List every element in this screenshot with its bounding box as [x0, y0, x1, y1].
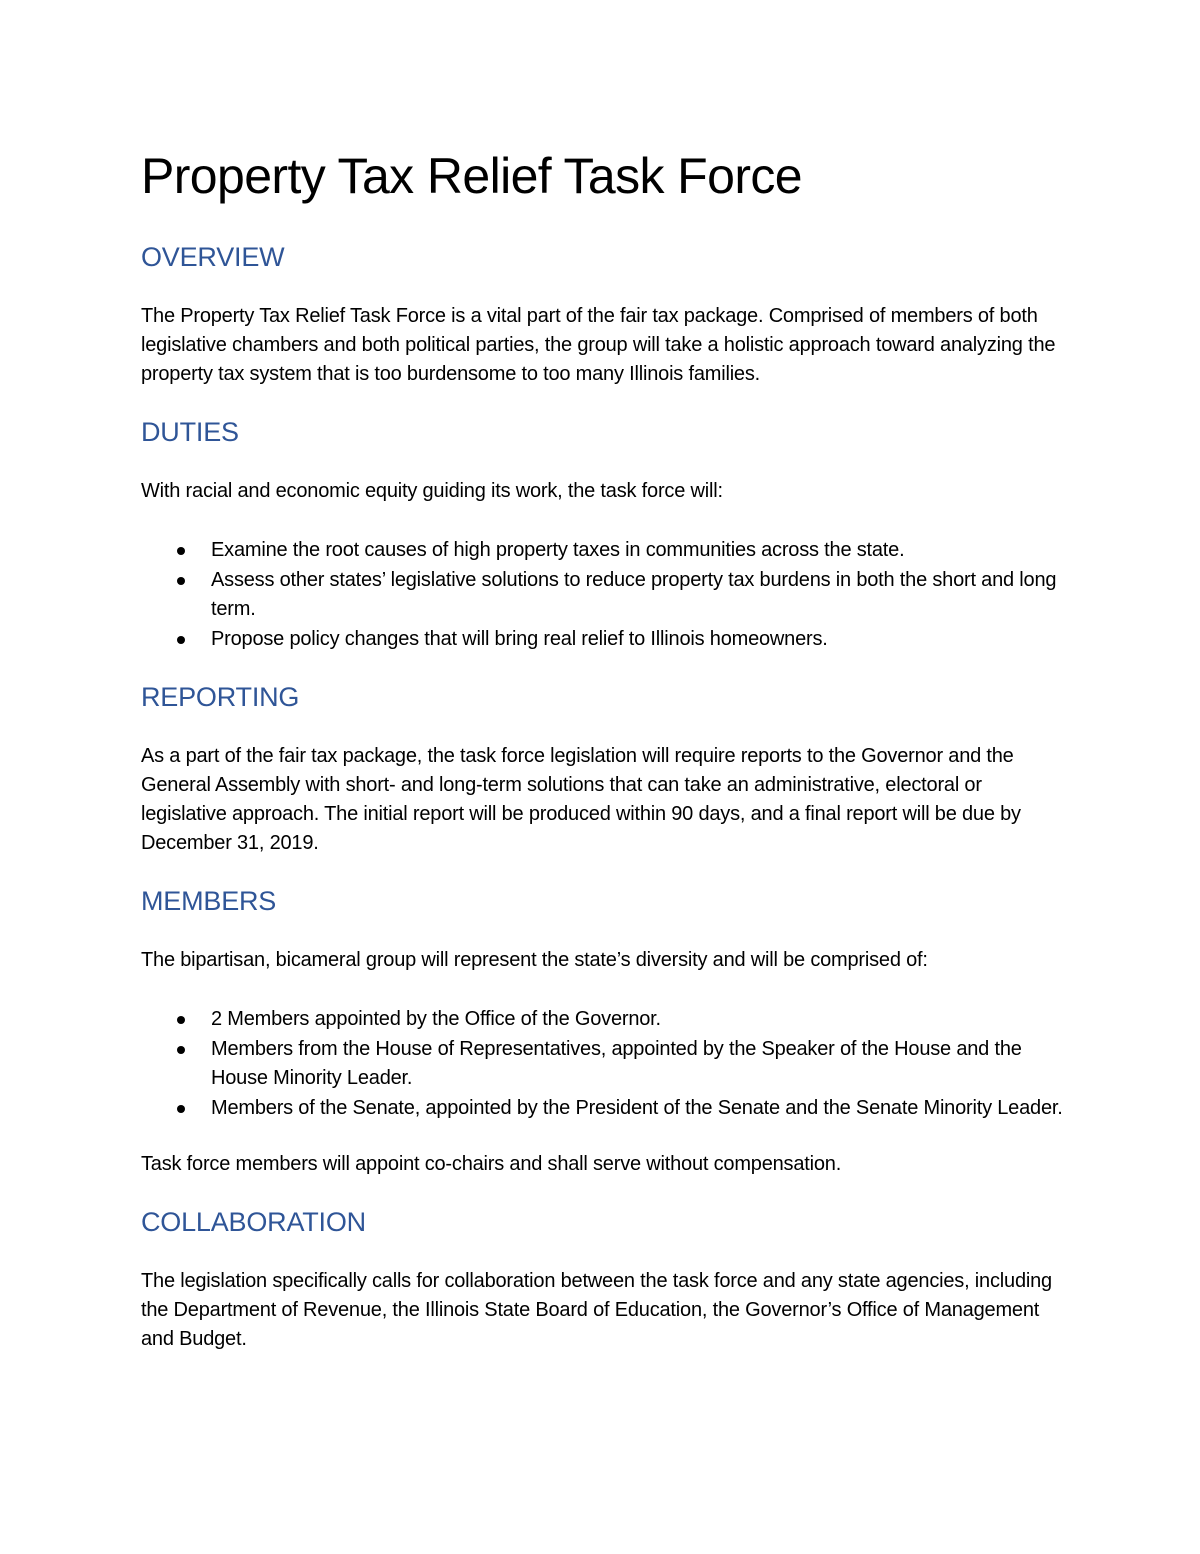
list-item-text: Assess other states’ legislative solutions to reduce property tax burdens in both the short and long term.: [211, 568, 1057, 620]
section-heading-collaboration: COLLABORATION: [141, 1207, 366, 1237]
overview-paragraph: The Property Tax Relief Task Force is a vital part of the fair tax package. Comprised of members of both legislative chambers and both political parties, the group will take a holistic approach toward analyzing the property tax system that is too burdensome to too many Illinois families.: [141, 305, 1056, 385]
bullet-icon: [177, 1016, 185, 1024]
section-collaboration: [141, 1204, 1071, 1354]
list-item-text: Examine the root causes of high property taxes in communities across the state.: [211, 539, 905, 561]
section-heading-members: MEMBERS: [141, 886, 277, 916]
list-item: [211, 625, 1071, 655]
members-intro: The bipartisan, bicameral group will represent the state’s diversity and will be comprised of:: [141, 949, 928, 971]
list-item: [211, 566, 1071, 625]
section-heading-reporting: REPORTING: [141, 682, 300, 712]
document-title: Property Tax Relief Task Force: [141, 148, 802, 204]
section-heading-overview: OVERVIEW: [141, 242, 285, 272]
bullet-icon: [177, 1046, 185, 1054]
reporting-paragraph: As a part of the fair tax package, the task force legislation will require reports to the Governor and the General Assembly with short- and long-term solutions that can take an administrative, electoral or legislative approach. The initial report will be produced within 90 days, and a final report will be due by December 31, 2019.: [141, 745, 1021, 854]
document-page: [141, 138, 1071, 1354]
section-reporting: [141, 679, 1071, 858]
section-heading-duties: DUTIES: [141, 417, 239, 447]
bullet-icon: [177, 636, 185, 644]
list-item-text: Members from the House of Representatives, appointed by the Speaker of the House and the House Minority Leader.: [211, 1037, 1022, 1089]
bullet-icon: [177, 577, 185, 585]
section-members: [141, 883, 1071, 1179]
list-item: [211, 1094, 1071, 1124]
duties-intro: With racial and economic equity guiding its work, the task force will:: [141, 480, 723, 502]
list-item-text: Members of the Senate, appointed by the President of the Senate and the Senate Minority Leader.: [211, 1096, 1063, 1119]
list-item-text: 2 Members appointed by the Office of the Governor.: [211, 1008, 661, 1030]
collaboration-paragraph: The legislation specifically calls for collaboration between the task force and any state agencies, including the Department of Revenue, the Illinois State Board of Education, the Governor’s Office of Management and Budget.: [141, 1270, 1052, 1350]
bullet-icon: [177, 547, 185, 555]
bullet-icon: [177, 1105, 185, 1113]
list-item-text: Propose policy changes that will bring real relief to Illinois homeowners.: [211, 627, 828, 650]
members-closing: Task force members will appoint co-chairs and shall serve without compensation.: [141, 1153, 842, 1175]
list-item: [211, 536, 1071, 566]
list-item: [211, 1005, 1071, 1035]
section-overview: [141, 239, 1071, 389]
list-item: [211, 1035, 1071, 1094]
duties-list: [141, 536, 1071, 654]
members-list: [141, 1005, 1071, 1123]
section-duties: [141, 414, 1071, 654]
